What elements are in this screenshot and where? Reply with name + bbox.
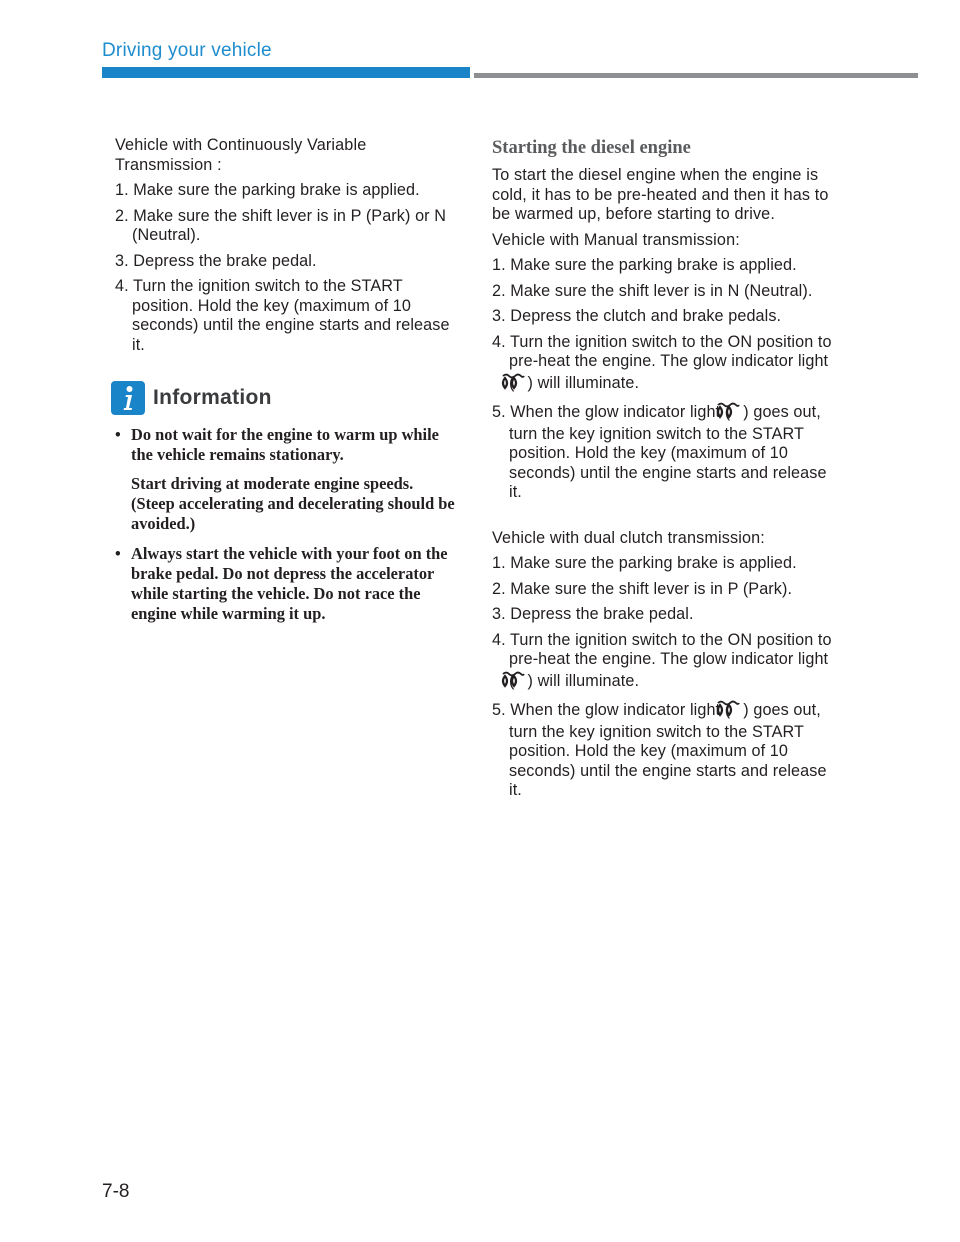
manual-step-2: 2. Make sure the shift lever is in N (Neutral). [492,281,813,300]
dct-step-5-text-a: 5. When the glow indicator light ( [492,701,731,719]
manual-step-5 [492,401,837,503]
cvt-step-3: 3. Depress the brake pedal. [115,251,317,270]
dct-step-3: 3. Depress the brake pedal. [492,605,694,623]
info-bullet-2 [115,544,460,624]
information-heading [111,381,460,415]
manual-step-5-text-a: 5. When the glow indicator light ( [492,403,731,421]
info-bullet-1-text: Do not wait for the engine to warm up while the vehicle remains stationary. [131,425,439,464]
manual-step-3: 3. Depress the clutch and brake pedals. [492,307,782,325]
dct-step-4-text-a: 4. Turn the ignition switch to the ON position to pre-heat the engine. The glow indicator light ( [492,630,832,690]
dct-heading: Vehicle with dual clutch transmission: [492,528,765,547]
manual-step-4-text-a: 4. Turn the ignition switch to the ON position to pre-heat the engine. The glow indicator light ( [492,332,832,392]
glow-plug-icon [517,372,526,396]
dct-step-5 [492,699,837,801]
manual-step-4-text-b: ) will illuminate. [527,373,640,392]
right-column [492,136,837,807]
manual-heading: Vehicle with Manual transmission: [492,230,740,249]
dct-step-4 [492,631,837,694]
cvt-intro: Vehicle with Continuously Variable Transmission : [115,136,367,174]
info-icon [111,381,145,415]
bullet-dot: • [115,544,121,563]
dct-step-2: 2. Make sure the shift lever is in P (Park). [492,579,793,598]
header-rule-gray [474,73,918,78]
info-bullet-1 [115,425,460,534]
info-bullet-2-text: Always start the vehicle with your foot on the brake pedal. Do not depress the accelerator while starting the vehicle. Do not race the engine while warming it up. [131,544,448,623]
manual-step-1: 1. Make sure the parking brake is applied. [492,256,797,274]
manual-step-5-text-b: ) goes out, turn the key ignition switch to the START position. Hold the key (maximum of 10 seconds) until the engine starts and release it. [509,403,827,501]
bullet-dot: • [115,425,121,444]
dct-step-4-text-b: ) will illuminate. [527,671,640,690]
diesel-intro: To start the diesel engine when the engine is cold, it has to be pre-heated and then it has to be warmed up, before starting to drive. [492,166,829,223]
page-number: 7-8 [102,1181,130,1202]
info-bullet-1-subtext: Start driving at moderate engine speeds. (Steep accelerating and decelerating should be avoided.) [131,474,455,533]
section-header-title: Driving your vehicle [102,40,272,61]
spacer [492,509,837,529]
diesel-section-title: Starting the diesel engine [492,138,691,158]
dct-step-1: 1. Make sure the parking brake is applied. [492,554,797,572]
manual-step-4 [492,333,837,396]
glow-plug-icon [732,699,741,723]
cvt-step-2: 2. Make sure the shift lever is in P (Park) or N (Neutral). [115,206,447,244]
cvt-step-4: 4. Turn the ignition switch to the START position. Hold the key (maximum of 10 seconds) until the engine starts and release it. [115,277,450,354]
dct-step-5-text-b: ) goes out, turn the key ignition switch to the START position. Hold the key (maximum of 10 seconds) until the engine starts and release it. [509,701,827,799]
left-column [115,136,460,634]
glow-plug-icon [517,670,526,694]
information-title: Information [153,386,272,410]
header-rule-blue [102,67,470,78]
glow-plug-icon [732,401,741,425]
cvt-step-1: 1. Make sure the parking brake is applied. [115,181,420,199]
